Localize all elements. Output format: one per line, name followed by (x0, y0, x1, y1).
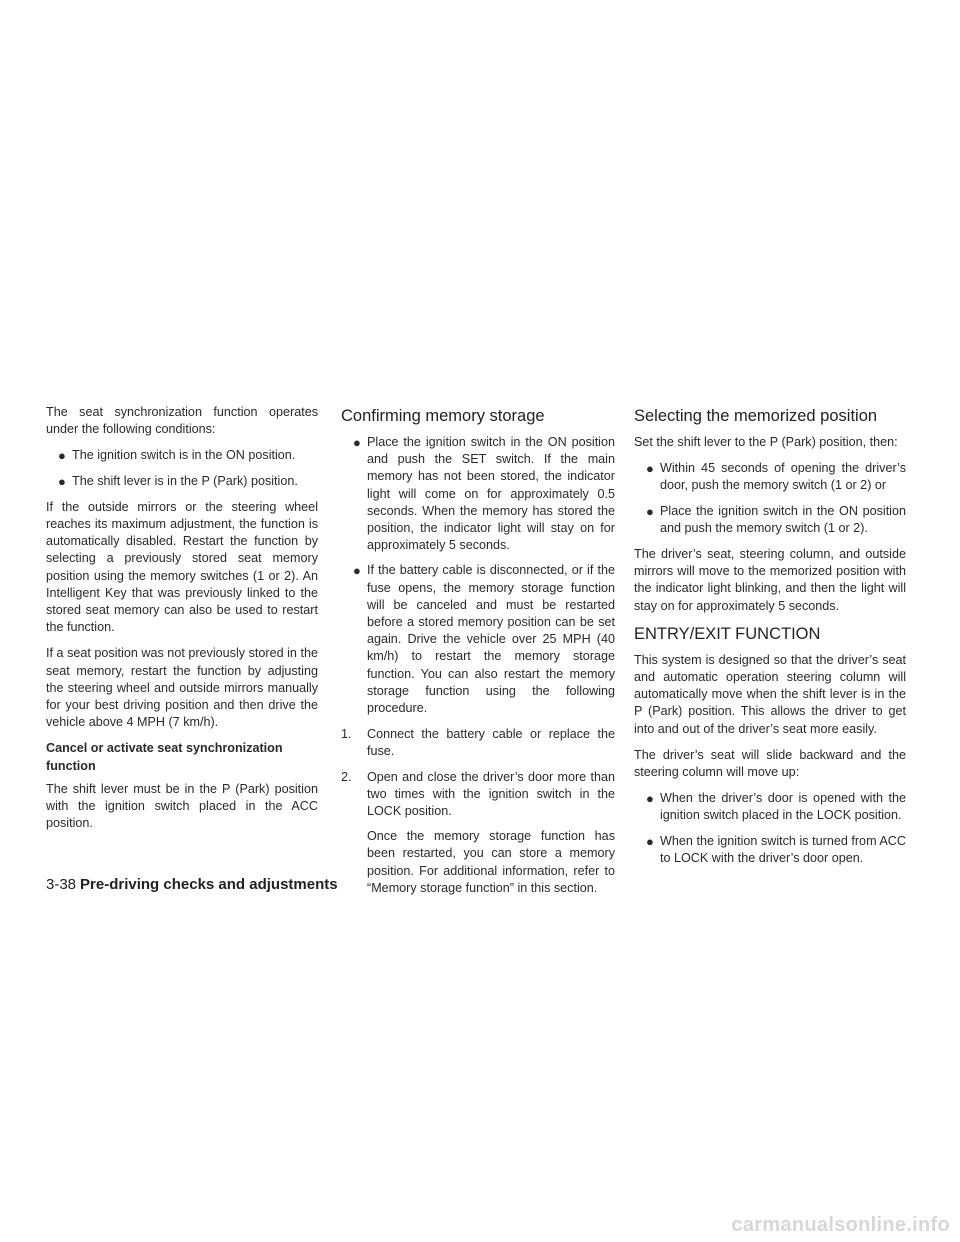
step-item: 1. Connect the battery cable or replace the fuse. (341, 727, 615, 759)
section-heading: Confirming memory storage (341, 407, 545, 425)
list-item: ● The ignition switch is in the ON position. (58, 448, 296, 464)
selection-list (634, 460, 906, 537)
step-item: 2. Open and close the driver’s door more than two times with the ignition switch in the LOCK position. (341, 769, 615, 819)
list-item: ● Place the ignition switch in the ON position and push the memory switch (1 or 2). (646, 503, 906, 535)
bullet-icon: ● (646, 833, 654, 849)
step-number: 2. (341, 769, 352, 784)
page-footer (46, 876, 338, 893)
section-heading: Selecting the memorized position (634, 407, 878, 425)
step-number: 1. (341, 727, 352, 742)
watermark: carmanualsonline.info (731, 1214, 950, 1236)
column-1 (46, 404, 318, 841)
body-paragraph: If a seat position was not previously stored in the seat memory, restart the function by adjusting the steering wheel and outside mirrors manually for your best driving position and then drive the vehicle above 4 MPH (7 km/h). (46, 646, 318, 730)
bullet-icon: ● (58, 473, 66, 489)
column-3 (634, 404, 906, 876)
conditions-list (46, 447, 318, 489)
intro-paragraph: The seat synchronization function operates under the following conditions: (46, 405, 318, 437)
memory-storage-list (341, 434, 615, 717)
section-heading: ENTRY/EXIT FUNCTION (634, 624, 821, 643)
list-item: ● When the driver’s door is opened with the ignition switch placed in the LOCK position. (646, 791, 906, 823)
bullet-icon: ● (646, 461, 654, 477)
note-paragraph: Once the memory storage function has been restarted, you can store a memory position. For additional information, refer to “Memory storage function” in this section. (367, 829, 615, 895)
bullet-icon: ● (58, 448, 66, 464)
list-item: ● Within 45 seconds of opening the driver’s door, push the memory switch (1 or 2) or (646, 461, 906, 493)
column-2 (341, 404, 615, 906)
section-title: Pre-driving checks and adjustments (80, 876, 338, 893)
body-paragraph: The driver’s seat will slide backward and the steering column will move up: (634, 747, 906, 780)
page-number: 3-38 (46, 876, 77, 893)
list-item: ● Place the ignition switch in the ON position and push the SET switch. If the main memory has not been stored, the indicator light will come on for approximately 0.5 seconds. When the memory has stored the position, the indicator light will stay on for approximately 5 seconds. (353, 435, 615, 553)
body-paragraph: The driver’s seat, steering column, and outside mirrors will move to the memorized position with the indicator light blinking, and then the light will stay on for approximately 5 seconds. (634, 547, 906, 613)
body-paragraph: If the outside mirrors or the steering wheel reaches its maximum adjustment, the function is automatically disabled. Restart the function by selecting a previously stored seat memory position using the memory switches (1 or 2). An Intelligent Key that was previously linked to the stored seat memory can also be used to restart the function. (46, 499, 318, 635)
list-item: ● If the battery cable is disconnected, or if the fuse opens, the memory storage function will be canceled and must be restarted before a stored memory position can be set again. Drive the vehicle over 25 MPH (40 km/h) to restart the memory storage function. You can also restart the memory storage function using the following procedure. (353, 563, 615, 716)
entry-exit-list (634, 790, 906, 867)
subheading: Cancel or activate seat synchronization function (46, 741, 283, 773)
bullet-icon: ● (646, 791, 654, 807)
body-paragraph: This system is designed so that the driver’s seat and automatic operation steering column will automatically move when the shift lever is in the P (Park) position. This allows the driver to get into and out of the driver’s seat more easily. (634, 652, 906, 736)
procedure-steps (341, 726, 615, 820)
bullet-icon: ● (353, 435, 361, 450)
intro-paragraph: Set the shift lever to the P (Park) position, then: (634, 435, 898, 449)
bullet-icon: ● (646, 503, 654, 519)
list-item: ● The shift lever is in the P (Park) position. (58, 473, 298, 489)
bullet-icon: ● (353, 563, 361, 579)
body-paragraph: The shift lever must be in the P (Park) position with the ignition switch placed in the ACC position. (46, 781, 318, 831)
list-item: ● When the ignition switch is turned from ACC to LOCK with the driver’s door open. (646, 833, 906, 865)
